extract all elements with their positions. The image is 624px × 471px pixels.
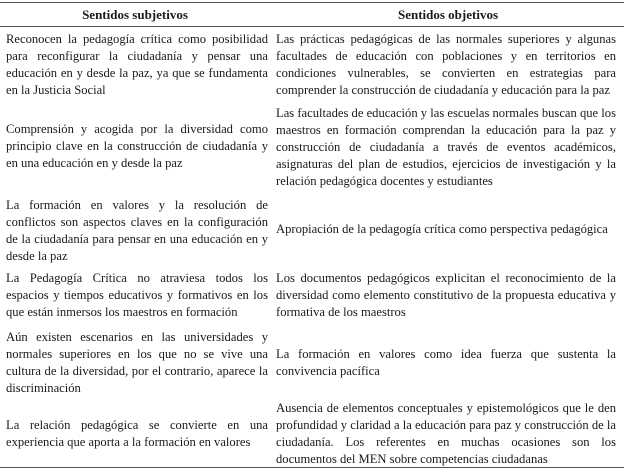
row-5-subjective: Aún existen escenarios en las universidades y normales superiores en los que no se vive una cultura de la diversidad, por el contrario, aparece la discriminación [6,330,268,395]
header-objective: Sentidos objetivos [397,6,499,22]
table-bottom-rule [0,467,624,468]
row-3-objective: Apropiación de la pedagogía crítica como perspectiva pedagógica [276,222,608,236]
row-1-subjective: Reconocen la pedagogía crítica como posibilidad para reconfigurar la ciudadanía y pensar una educación en y desde la paz, ya que se fundamenta en la Justicia Social [6,32,268,97]
row-5-objective: La formación en valores como idea fuerza que sustenta la convivencia pacífica [276,347,616,378]
row-4-objective: Los documentos pedagógicos explicitan el reconocimiento de la diversidad como elemento constitutivo de la propuesta educativa y formativa de los maestros [276,271,616,319]
row-6-subjective: La relación pedagógica se convierte en una experiencia que aporta a la formación en valores [6,418,268,449]
row-2-subjective: Comprensión y acogida por la diversidad como principio clave en la construcción de ciudadanía y en una educación en y desde la paz [6,122,268,170]
row-2-objective: Las facultades de educación y las escuelas normales buscan que los maestros en formación comprendan la educación para la paz y construcción de ciudadanía a través de eventos académicos, asignaturas del plan de estudios, ejercicios de investigación y la relación pedagógica docentes y estudiantes [276,106,616,188]
header-subjective: Sentidos subjetivos [82,6,188,22]
row-3-subjective: La formación en valores y la resolución de conflictos son aspectos claves en la configuración de la ciudadanía para pensar en una educación en y desde la paz [6,198,268,263]
row-6-objective: Ausencia de elementos conceptuales y epistemológicos que le den profundidad y claridad a la educación para paz y construcción de la ciudadanía. Los referentes en muchas ocasiones son los documentos del MEN sobre competencias ciudadanas [276,401,616,466]
row-4-subjective: La Pedagogía Crítica no atraviesa todos los espacios y tiempos educativos y formativos en los que están inmersos los maestros en formación [6,271,268,319]
table-header-rule [0,26,624,27]
row-1-objective: Las prácticas pedagógicas de las normales superiores y algunas facultades de educación con poblaciones y en territorios en condiciones vulnerables, se convierten en estrategias para comprender la construcción de ciudadanía y educación para la paz [276,32,616,97]
